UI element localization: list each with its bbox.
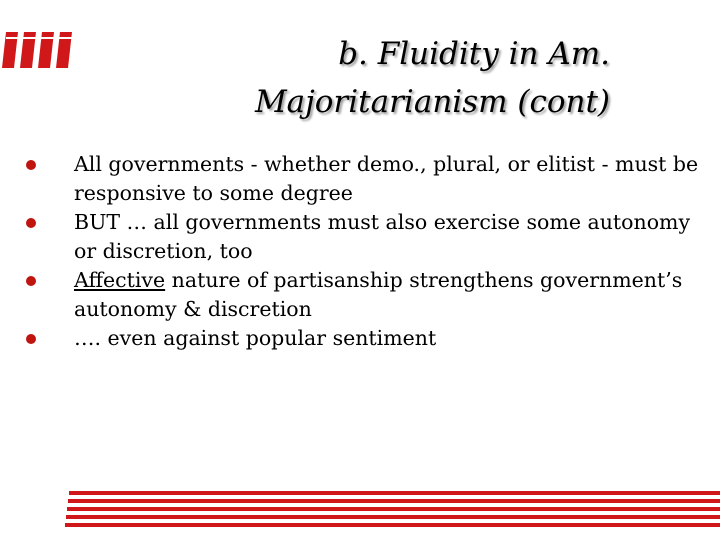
bullet-text: …. even against popular sentiment	[74, 326, 437, 350]
list-item	[22, 208, 702, 266]
bullet-text: nature of partisanship strengthens government’s autonomy & discretion	[74, 268, 683, 321]
list-item	[22, 324, 702, 353]
list-item	[22, 266, 702, 324]
bullet-dot-icon	[26, 218, 36, 228]
bullet-dot-icon	[26, 334, 36, 344]
slide-title	[160, 30, 610, 126]
red-bars-logo-icon	[0, 32, 80, 68]
bottom-red-lines-decoration	[65, 490, 720, 530]
bullet-dot-icon	[26, 160, 36, 170]
list-item	[22, 150, 702, 208]
title-line-1: b. Fluidity in Am.	[338, 36, 610, 72]
bullet-list	[22, 150, 702, 353]
bullet-text: BUT … all governments must also exercise some autonomy or discretion, too	[74, 210, 691, 263]
bullet-dot-icon	[26, 276, 36, 286]
bullet-emphasis: Affective	[74, 268, 166, 292]
bullet-text: All governments - whether demo., plural, or elitist - must be responsive to some degree	[74, 152, 699, 205]
title-line-2: Majoritarianism (cont)	[254, 84, 610, 120]
